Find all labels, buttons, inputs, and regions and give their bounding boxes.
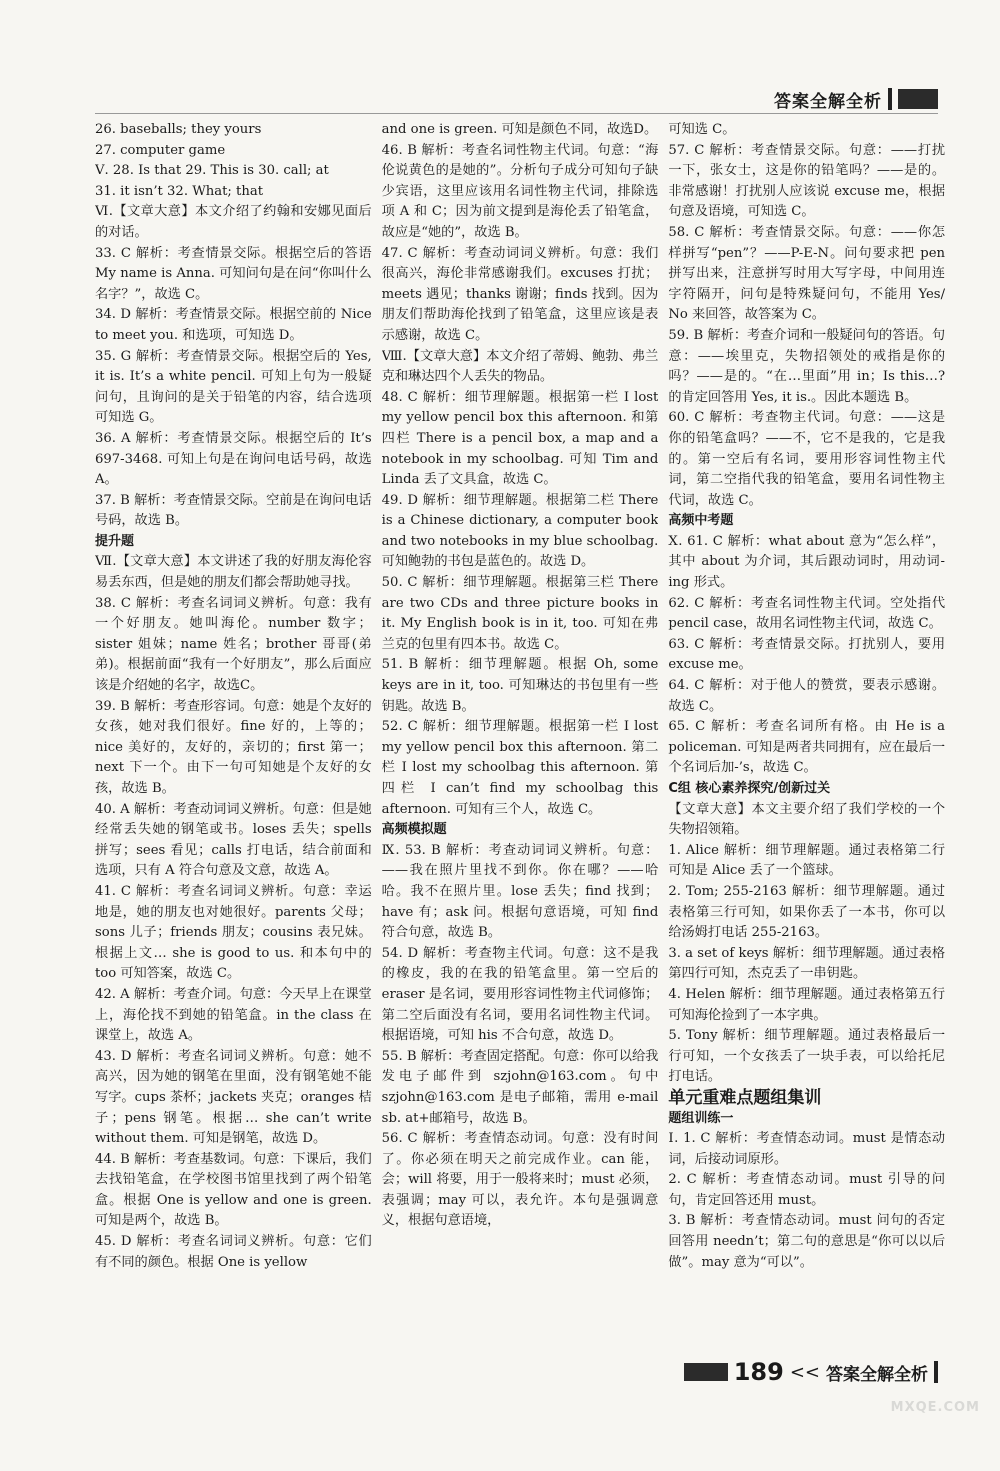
header-block-decoration — [898, 89, 938, 109]
page-footer — [684, 1358, 938, 1386]
answer-item: 40. A 解析：考查动词词义辨析。句意：但是她经常丢失她的钢笔或书。loses 丢失；spells 拼写；sees 看见；calls 打电话，结合前面和选项，只有 A 符合句意及文意，故选 A。 — [95, 801, 372, 879]
answer-item: 62. C 解析：考查名词性物主代词。空处指代 pencil case，故用名词性物主代词，故选 C。 — [668, 595, 946, 632]
answer-item: 2. C 解析：考查情态动词。must 引导的问句，肯定回答还用 must。 — [668, 1172, 946, 1208]
answer-item: 27. computer game — [95, 142, 226, 158]
header-bar-decoration — [888, 88, 892, 110]
answer-item: 63. C 解析：考查情景交际。打扰别人，要用 excuse me。 — [668, 636, 946, 673]
section-title: 高频模拟题 — [381, 822, 447, 838]
header-title: 答案全解全析 — [774, 91, 882, 112]
section-title: 高频中考题 — [668, 513, 734, 529]
footer-arrows: << — [789, 1361, 820, 1383]
answer-item: 51. B 解析：细节理解题。根据 Oh, some keys are in it, too. 可知琳达的书包里有一些钥匙。故选 B。 — [381, 657, 659, 714]
column-right — [668, 120, 945, 1345]
answer-item: Ⅵ.【文章大意】本文介绍了约翰和安娜见面后的对话。 — [95, 204, 372, 240]
footer-title: 答案全解全析 — [826, 1364, 928, 1385]
column-left — [95, 120, 372, 1345]
answer-item: 2. Tom; 255-2163 解析：细节理解题。通过表格第三行可知，如果你丢了一本书，你可以给汤姆打电话 255-2163。 — [668, 883, 946, 941]
answer-item: 34. D 解析：考查情景交际。根据空前的 Nice to meet you. 和选项，可知选 D。 — [95, 307, 372, 343]
header-divider — [95, 113, 938, 114]
answer-item: 5. Tony 解析：细节理解题。通过表格最后一行可知，一个女孩丢了一块手表，可以给托尼打电话。 — [668, 1028, 946, 1085]
answer-item: 64. C 解析：对于他人的赞赏，要表示感谢。故选 C。 — [668, 678, 946, 714]
answer-item: 48. C 解析：细节理解题。根据第一栏 I lost my yellow pencil box this afternoon. 和第四栏 There is a pencil box, a map and a notebook in my schoolbag. 可知 Tim and Linda 丢了文具盒，故选 C。 — [381, 389, 659, 488]
answer-item: 3. a set of keys 解析：细节理解题。通过表格第四行可知，杰克丢了一串钥匙。 — [668, 945, 946, 982]
answer-item: 【文章大意】本文主要介绍了我们学校的一个失物招领箱。 — [668, 801, 946, 838]
answer-item: 58. C 解析：考查情景交际。句意：——你怎样拼写“pen”？——P-E-N。问句要求把 pen 拼写出来，注意拼写时用大写字母，中间用连字符隔开，问句是特殊疑问句，不能用 Yes/ No 来回答，故答案为 C。 — [668, 224, 946, 323]
answer-item: 56. C 解析：考查情态动词。句意：没有时间了。你必须在明天之前完成作业。can 能，会；will 将要，用于一般将来时；must 必须，表强调；may 可以，表允许。本句是强调意义，根据句意语境， — [381, 1131, 659, 1229]
answer-item: 31. it isn’t 32. What; that — [95, 183, 263, 199]
answer-item: 37. B 解析：考查情景交际。空前是在询问电话号码，故选 B。 — [95, 492, 372, 529]
answer-item: 55. B 解析：考查固定搭配。句意：你可以给我发电子邮件到 szjohn@163.com。句中 szjohn@163.com 是电子邮箱，需用 e-mail sb. at+邮箱号，故选 B。 — [381, 1048, 659, 1126]
page-number: 189 — [733, 1358, 784, 1386]
answer-item: 3. B 解析：考查情态动词。must 问句的否定回答用 needn’t；第二句的意思是“你可以以后做”。may 意为“可以”。 — [668, 1213, 946, 1270]
answer-item: 35. G 解析：考查情景交际。根据空后的 Yes, it is. It’s a white pencil. 可知上句为一般疑问句，且询问的是关于铅笔的内容，结合选项可知选 G。 — [95, 348, 372, 426]
answer-item: 38. C 解析：考查名词词义辨析。句意：我有一个好朋友。她叫海伦。number 数字；sister 姐妹；name 姓名；brother 哥哥(弟弟)。根据前面“我有一个好朋友”，那么后面应该是介绍她的名字，故选C。 — [95, 595, 372, 694]
answer-item: Ⅷ.【文章大意】本文介绍了蒂姆、鲍勃、弗兰克和琳达四个人丢失的物品。 — [381, 348, 659, 385]
answer-item: 36. A 解析：考查情景交际。根据空后的 It’s 697-3468. 可知上句是在询问电话号码，故选 A。 — [95, 430, 372, 488]
answer-item: 57. C 解析：考查情景交际。句意：——打扰一下，张女士，这是你的铅笔吗？——是的。非常感谢！打扰别人应该说 excuse me，根据句意及语境，可知选 C。 — [668, 142, 946, 220]
answer-item: 59. B 解析：考查介词和一般疑问句的答语。句意：——埃里克，失物招领处的戒指是你的吗？——是的。“在…里面”用 in；Is this…? 的肯定回答用 Yes, it is.。因此本题选 B。 — [668, 327, 946, 405]
section-title: C组 核心素养探究/创新过关 — [668, 781, 831, 796]
unit-section-title: 单元重难点题组集训 — [668, 1087, 822, 1108]
answer-item: 1. Alice 解析：细节理解题。通过表格第二行可知是 Alice 丢了一个篮球。 — [668, 842, 946, 879]
answer-item: and one is green. 可知是颜色不同，故选D。 — [381, 122, 658, 137]
answer-item: 65. C 解析：考查名词所有格。由 He is a policeman. 可知是两者共同拥有，应在最后一个名词后加-’s，故选 C。 — [668, 719, 946, 776]
answer-item: 49. D 解析：细节理解题。根据第二栏 There is a Chinese dictionary, a computer book and two notebooks in my blue schoolbag. 可知鲍勃的书包是蓝色的。故选 D。 — [381, 492, 659, 570]
answer-item: 46. B 解析：考查名词性物主代词。句意：“海伦说黄色的是她的”。分析句子成分可知句子缺少宾语，这里应该用名词性物主代词，排除选项 A 和 C；因为前文提到是海伦丢了铅笔盒，故应是“她的”，故选 B。 — [381, 142, 659, 240]
answer-item: 可知选 C。 — [668, 122, 736, 137]
section-title: 提升题 — [95, 533, 135, 549]
answer-item: 39. B 解析：考查形容词。句意：她是个友好的女孩，她对我们很好。fine 好的，上等的；nice 美好的，友好的，亲切的；first 第一；next 下一个。由下一句可知她是个友好的女孩，故选 B。 — [95, 698, 372, 796]
page-header — [774, 86, 938, 112]
answer-item: 54. D 解析：考查物主代词。句意：这不是我的橡皮，我的在我的铅笔盒里。第一空后的eraser 是名词，要用形容词性物主代词修饰；第二空后面没有名词，要用名词性物主代词。根据语境，可知 his 不合句意，故选 D。 — [381, 945, 659, 1044]
section-title: 题组训练一 — [668, 1110, 734, 1126]
answer-item: Ⅸ. 53. B 解析：考查动词词义辨析。句意：——我在照片里找不到你。你在哪？——哈哈。我不在照片里。lose 丢失；find 找到；have 有；ask 问。根据句意语境，可知 find 符合句意，故选 B。 — [381, 842, 659, 941]
answer-item: 26. baseballs; they yours — [95, 122, 262, 137]
answer-item: 41. C 解析：考查名词词义辨析。句意：幸运地是，她的朋友也对她很好。parents 父母；sons 儿子；friends 朋友；cousins 表兄妹。根据上文… she is good to us. 和本句中的 too 可知答案，故选 C。 — [95, 883, 372, 982]
footer-block-decoration — [684, 1363, 728, 1381]
footer-bar-decoration — [934, 1361, 938, 1383]
answer-item: 44. B 解析：考查基数词。句意：下课后，我们去找铅笔盒，在学校图书馆里找到了两个铅笔盒。根据 One is yellow and one is green. 可知是两个，故选 B。 — [95, 1151, 372, 1229]
answer-item: 42. A 解析：考查介词。句意：今天早上在课堂上，海伦找不到她的铅笔盒。in the class 在课堂上，故选 A。 — [95, 986, 372, 1044]
watermark: MXQE.COM — [890, 1400, 980, 1415]
answer-item: 43. D 解析：考查名词词义辨析。句意：她不高兴，因为她的钢笔在里面，没有钢笔她不能写字。cups 茶杯；jackets 夹克；oranges 桔子；pens 钢笔。根据… she can’t write without them. 可知是钢笔，故选 D。 — [95, 1048, 372, 1147]
answer-item: 33. C 解析：考查情景交际。根据空后的答语 My name is Anna. 可知问句是在问“你叫什么名字？”，故选 C。 — [95, 245, 372, 302]
answer-item: Ⅶ.【文章大意】本文讲述了我的好朋友海伦容易丢东西，但是她的朋友们都会帮助她寻找。 — [95, 554, 372, 591]
answer-item: 50. C 解析：细节理解题。根据第三栏 There are two CDs and three picture books in it. My English book is in it, too. 可知在弗兰克的包里有四本书。故选 C。 — [381, 575, 659, 652]
answer-item: Ⅴ. 28. Is that 29. This is 30. call; at — [95, 163, 329, 179]
answer-item: 52. C 解析：细节理解题。根据第一栏 I lost my yellow pencil box this afternoon. 第二栏 I lost my schoolbag this afternoon. 第四栏 I can’t find my schoolbag this afternoon. 可知有三个人，故选 C。 — [381, 719, 659, 817]
column-middle — [382, 120, 659, 1345]
answer-item: Ⅹ. 61. C 解析：what about 意为“怎么样”，其中 about 为介词，其后跟动词时，用动词-ing 形式。 — [668, 533, 946, 591]
answer-item: 47. C 解析：考查动词词义辨析。句意：我们很高兴，海伦非常感谢我们。excuses 打扰；meets 遇见；thanks 谢谢；finds 找到。因为朋友们帮助海伦找到了铅笔盒，这里应该是表示感谢，故选 C。 — [381, 245, 659, 343]
answer-item: 60. C 解析：考查物主代词。句意：——这是你的铅笔盒吗？——不，它不是我的，它是我的。第一空后有名词，要用形容词性物主代词，第二空指代我的铅笔盒，要用名词性物主代词，故选 C。 — [668, 410, 946, 508]
answer-item: 45. D 解析：考查名词词义辨析。句意：它们有不同的颜色。根据 One is yellow — [95, 1234, 372, 1270]
answer-item: 4. Helen 解析：细节理解题。通过表格第五行可知海伦捡到了一本字典。 — [668, 986, 946, 1023]
answer-columns — [95, 120, 945, 1345]
answer-item: Ⅰ. 1. C 解析：考查情态动词。must 是情态动词，后接动词原形。 — [668, 1131, 946, 1167]
